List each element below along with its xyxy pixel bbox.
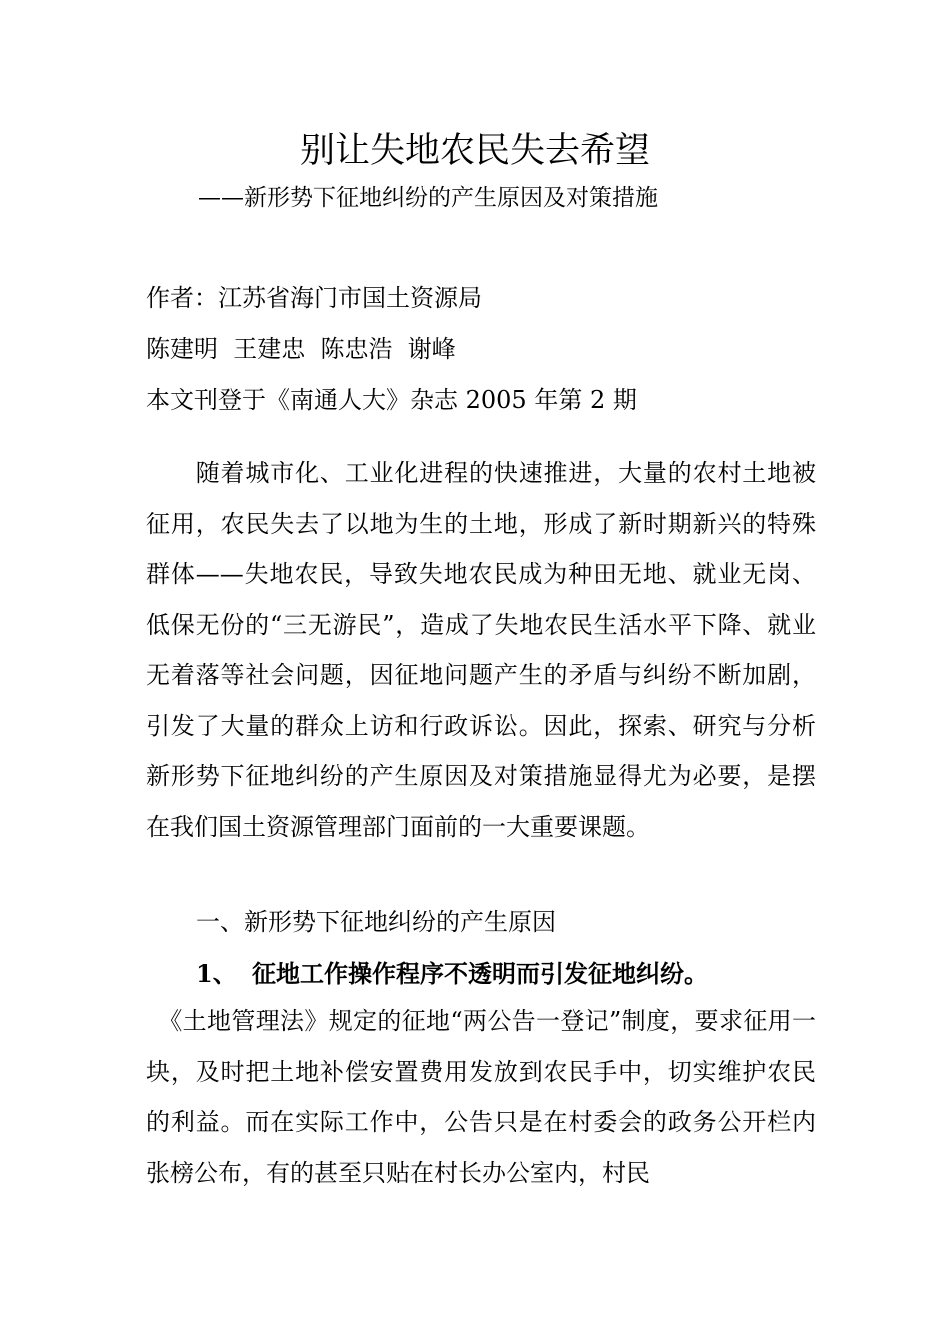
document-subtitle: ——新形势下征地纠纷的产生原因及对策措施 (198, 185, 658, 211)
subsection-heading (196, 954, 708, 994)
subsection-title: 征地工作操作程序不透明而引发征地纠纷。 (252, 959, 708, 988)
author-affiliation: 作者：江苏省海门市国土资源局 (146, 284, 482, 312)
subsection-number: 1、 (196, 959, 237, 988)
intro-paragraph: 随着城市化、工业化进程的快速推进，大量的农村土地被征用，农民失去了以地为生的土地，形成了新时期新兴的特殊群体——失地农民，导致失地农民成为种田无地、就业无岗、低保无份的“三无游民”，造成了失地农民生活水平下降、就业无着落等社会问题，因征地问题产生的矛盾与纠纷不断加剧，引发了大量的群众上访和行政诉讼。因此，探索、研究与分析新形势下征地纠纷的产生原因及对策措施显得尤为必要，是摆在我们国土资源管理部门面前的一大重要课题。 (146, 459, 816, 841)
document-title: 别让失地农民失去希望 (299, 131, 650, 171)
body-paragraph: 《土地管理法》规定的征地“两公告一登记”制度，要求征用一块，及时把土地补偿安置费用发放到农民手中，切实维护农民的利益。而在实际工作中，公告只是在村委会的政务公开栏内张榜公布，有的甚至只贴在村长办公室内，村民 (146, 1007, 816, 1187)
author-names: 陈建明 王建忠 陈忠浩 谢峰 (146, 335, 456, 363)
publication-info: 本文刊登于《南通人大》杂志 2005 年第 2 期 (146, 386, 637, 414)
section-heading: 一、新形势下征地纠纷的产生原因 (196, 908, 556, 936)
